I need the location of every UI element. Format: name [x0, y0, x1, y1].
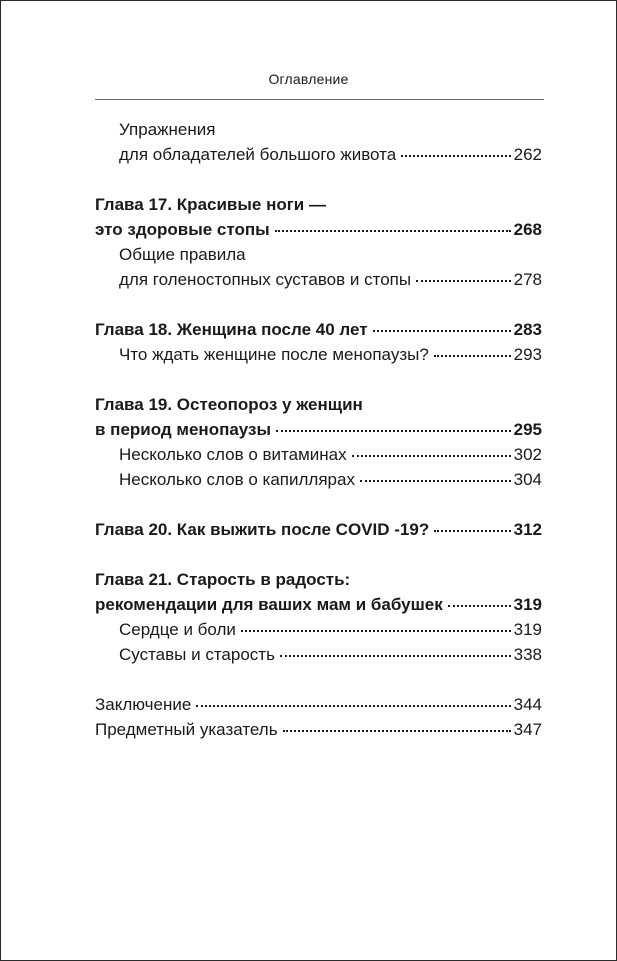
toc-line [95, 717, 542, 742]
table-of-contents [95, 117, 542, 742]
toc-section-entry[interactable] [95, 717, 542, 742]
toc-subentry[interactable] [95, 442, 542, 467]
toc-page-number: 295 [513, 420, 542, 439]
toc-page-number: 304 [513, 470, 542, 489]
toc-line [95, 392, 542, 417]
section-gap [95, 542, 542, 567]
toc-page-number: 268 [513, 220, 542, 239]
toc-subentry[interactable] [95, 342, 542, 367]
dot-leader [241, 630, 511, 632]
dot-leader [434, 530, 510, 532]
toc-chapter-entry[interactable] [95, 567, 542, 617]
toc-line [95, 217, 542, 242]
toc-line [95, 442, 542, 467]
toc-entry-title: Глава 21. Старость в радость: [95, 570, 351, 589]
toc-line [95, 142, 542, 167]
toc-entry-title: Предметный указатель [95, 720, 278, 739]
toc-line [95, 192, 542, 217]
toc-page-number: 344 [513, 695, 542, 714]
toc-chapter-entry[interactable] [95, 392, 542, 442]
toc-entry-title: Что ждать женщине после менопаузы? [119, 345, 429, 364]
dot-leader [275, 230, 511, 232]
toc-entry-title: Несколько слов о капиллярах [119, 470, 355, 489]
dot-leader [280, 655, 511, 657]
toc-line [95, 117, 542, 142]
toc-chapter-entry[interactable] [95, 317, 542, 342]
toc-entry-title: Глава 19. Остеопороз у женщин [95, 395, 363, 414]
toc-subentry[interactable] [95, 467, 542, 492]
toc-line [95, 692, 542, 717]
toc-page-number: 319 [513, 620, 542, 639]
toc-page-number: 283 [513, 320, 542, 339]
toc-entry-title: Сердце и боли [119, 620, 236, 639]
toc-entry-title: Суставы и старость [119, 645, 275, 664]
toc-line [95, 467, 542, 492]
toc-line [95, 242, 542, 267]
dot-leader [360, 480, 511, 482]
toc-page-number: 302 [513, 445, 542, 464]
toc-entry-title: для голеностопных суставов и стопы [119, 270, 412, 289]
header-rule [95, 99, 544, 100]
toc-line [95, 517, 542, 542]
dot-leader [283, 730, 511, 732]
toc-line [95, 642, 542, 667]
toc-page-number: 338 [513, 645, 542, 664]
toc-entry-title: Несколько слов о витаминах [119, 445, 347, 464]
toc-page-number: 262 [513, 145, 542, 164]
dot-leader [196, 705, 510, 707]
running-head: Оглавление [268, 71, 349, 87]
dot-leader [434, 355, 511, 357]
toc-line [95, 342, 542, 367]
toc-line [95, 267, 542, 292]
section-gap [95, 167, 542, 192]
toc-subentry[interactable] [95, 242, 542, 292]
toc-entry-title: для обладателей большого живота [119, 145, 397, 164]
toc-line [95, 317, 542, 342]
toc-line [95, 417, 542, 442]
section-gap [95, 367, 542, 392]
toc-page-number: 319 [513, 595, 542, 614]
toc-entry-title: Заключение [95, 695, 192, 714]
toc-chapter-entry[interactable] [95, 517, 542, 542]
toc-page-number: 293 [513, 345, 542, 364]
section-gap [95, 492, 542, 517]
dot-leader [352, 455, 511, 457]
toc-line [95, 592, 542, 617]
toc-chapter-entry[interactable] [95, 192, 542, 242]
toc-entry-title: в период менопаузы [95, 420, 272, 439]
section-gap [95, 292, 542, 317]
toc-page-number: 312 [513, 520, 542, 539]
dot-leader [416, 280, 511, 282]
toc-line [95, 617, 542, 642]
toc-subentry[interactable] [95, 617, 542, 642]
toc-entry-title: Общие правила [119, 245, 246, 264]
dot-leader [401, 155, 510, 157]
section-gap [95, 667, 542, 692]
toc-entry-title: рекомендации для ваших мам и бабушек [95, 595, 443, 614]
toc-subentry[interactable] [95, 117, 542, 167]
toc-section-entry[interactable] [95, 692, 542, 717]
toc-entry-title: это здоровые стопы [95, 220, 270, 239]
toc-line [95, 567, 542, 592]
dot-leader [276, 430, 511, 432]
toc-entry-title: Глава 17. Красивые ноги — [95, 195, 326, 214]
toc-page-number: 278 [513, 270, 542, 289]
toc-entry-title: Глава 20. Как выжить после COVID -19? [95, 520, 430, 539]
toc-entry-title: Глава 18. Женщина после 40 лет [95, 320, 368, 339]
toc-page-number: 347 [513, 720, 542, 739]
toc-entry-title: Упражнения [119, 120, 216, 139]
dot-leader [448, 605, 511, 607]
dot-leader [373, 330, 511, 332]
toc-subentry[interactable] [95, 642, 542, 667]
